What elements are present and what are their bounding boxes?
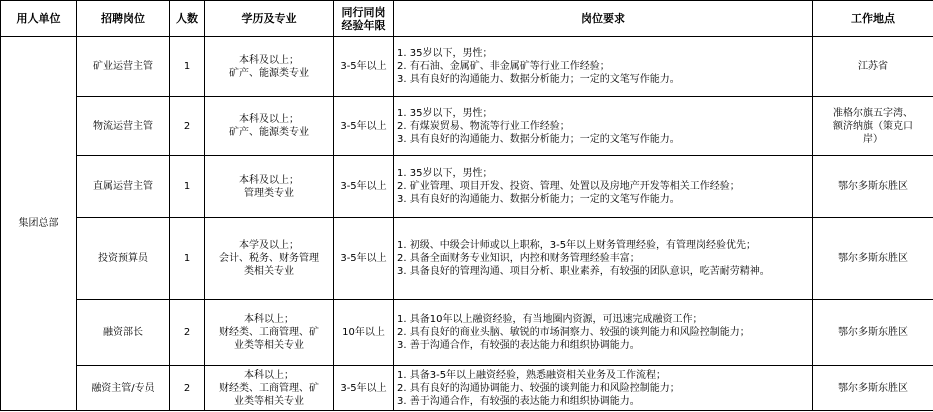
table-row: [1, 97, 933, 156]
header-requirements: 岗位要求: [394, 1, 813, 37]
unit-cell: 集团总部: [1, 37, 77, 411]
requirements-cell: [394, 156, 813, 218]
requirement-line: 2. 具有良好的沟通协调能力、较强的谈判能力和风险控制能力；: [397, 382, 680, 394]
requirement-line: 1. 35岁以下，男性；: [397, 168, 493, 179]
requirements-cell: [394, 37, 813, 97]
requirement-line: 1. 初级、中级会计师或以上职称，3-5年以上财务管理经验，有管理岗经验优先；: [397, 240, 757, 251]
location-cell: 鄂尔多斯东胜区: [813, 366, 933, 411]
count-cell: 1: [170, 156, 205, 218]
education-cell: 本科以上； 财经类、工商管理、矿 业类等相关专业: [205, 366, 334, 411]
requirement-line: 2. 有煤炭贸易、物流等行业工作经验；: [397, 120, 570, 132]
education-cell: 本学及以上； 会计、税务、财务管理 类相关专业: [205, 218, 334, 300]
requirements-cell: [394, 300, 813, 366]
requirement-line: 1. 具备10年以上融资经验，有当地圈内资源，可迅速完成融资工作；: [397, 314, 703, 325]
requirement-line: 1. 35岁以下，男性；: [397, 107, 493, 119]
requirement-line: 2. 具有良好的商业头脑、敏锐的市场洞察力、较强的谈判能力和风险控制能力；: [397, 327, 750, 338]
requirements-cell: [394, 218, 813, 300]
table-row: [1, 156, 933, 218]
requirements-cell: [394, 366, 813, 411]
header-unit: 用人单位: [1, 1, 77, 37]
table-row: [1, 218, 933, 300]
experience-cell: 3-5年以上: [334, 366, 394, 411]
location-cell: 鄂尔多斯东胜区: [813, 218, 933, 300]
requirement-line: 1. 35岁以下，男性；: [397, 48, 493, 59]
position-cell: 物流运营主管: [77, 97, 170, 156]
position-cell: 直属运营主管: [77, 156, 170, 218]
position-cell: 融资部长: [77, 300, 170, 366]
experience-cell: 3-5年以上: [334, 37, 394, 97]
table-row: [1, 366, 933, 411]
location-cell: 江苏省: [813, 37, 933, 97]
education-cell: 本科以上； 财经类、工商管理、矿 业类等相关专业: [205, 300, 334, 366]
experience-cell: 3-5年以上: [334, 97, 394, 156]
header-position: 招聘岗位: [77, 1, 170, 37]
location-cell: 准格尔旗五字湾、 额济纳旗（策克口 岸）: [813, 97, 933, 156]
requirement-line: 3. 善于沟通合作，有较强的表达能力和组织协调能力。: [397, 340, 640, 351]
location-cell: 鄂尔多斯东胜区: [813, 300, 933, 366]
position-cell: 投资预算员: [77, 218, 170, 300]
experience-cell: 3-5年以上: [334, 156, 394, 218]
requirement-line: 3. 具有良好的沟通能力、数据分析能力；一定的文笔写作能力。: [397, 194, 680, 205]
count-cell: 1: [170, 218, 205, 300]
header-count: 人数: [170, 1, 205, 37]
requirement-line: 2. 具备全面财务专业知识，内控和财务管理经验丰富；: [397, 253, 640, 264]
location-cell: 鄂尔多斯东胜区: [813, 156, 933, 218]
experience-cell: 3-5年以上: [334, 218, 394, 300]
table-row: [1, 37, 933, 97]
count-cell: 2: [170, 97, 205, 156]
requirement-line: 3. 具有良好的沟通能力、数据分析能力；一定的文笔写作能力。: [397, 74, 680, 85]
count-cell: 2: [170, 300, 205, 366]
header-experience: 同行同岗 经验年限: [334, 1, 394, 37]
requirement-line: 3. 具备良好的管理沟通、项目分析、职业素养，有较强的团队意识，吃苦耐劳精神。: [397, 266, 770, 277]
header-row: [1, 1, 933, 37]
header-education: 学历及专业: [205, 1, 334, 37]
education-cell: 本科及以上； 矿产、能源类专业: [205, 37, 334, 97]
requirement-line: 2. 有石油、金属矿、非金属矿等行业工作经验；: [397, 61, 610, 72]
position-cell: 矿业运营主管: [77, 37, 170, 97]
count-cell: 1: [170, 37, 205, 97]
requirements-cell: [394, 97, 813, 156]
header-location: 工作地点: [813, 1, 933, 37]
table-row: [1, 300, 933, 366]
position-cell: 融资主管/专员: [77, 366, 170, 411]
requirement-line: 3. 善于沟通合作，有较强的表达能力和组织协调能力。: [397, 395, 640, 407]
education-cell: 本科及以上； 管理类专业: [205, 156, 334, 218]
count-cell: 2: [170, 366, 205, 411]
requirement-line: 2. 矿业管理、项目开发、投资、管理、处置以及房地产开发等相关工作经验；: [397, 181, 740, 192]
experience-cell: 10年以上: [334, 300, 394, 366]
requirement-line: 1. 具备3-5年以上融资经验，熟悉融资相关业务及工作流程；: [397, 369, 667, 381]
education-cell: 本科及以上； 矿产、能源类专业: [205, 97, 334, 156]
requirement-line: 3. 具有良好的沟通能力、数据分析能力；一定的文笔写作能力。: [397, 133, 680, 145]
